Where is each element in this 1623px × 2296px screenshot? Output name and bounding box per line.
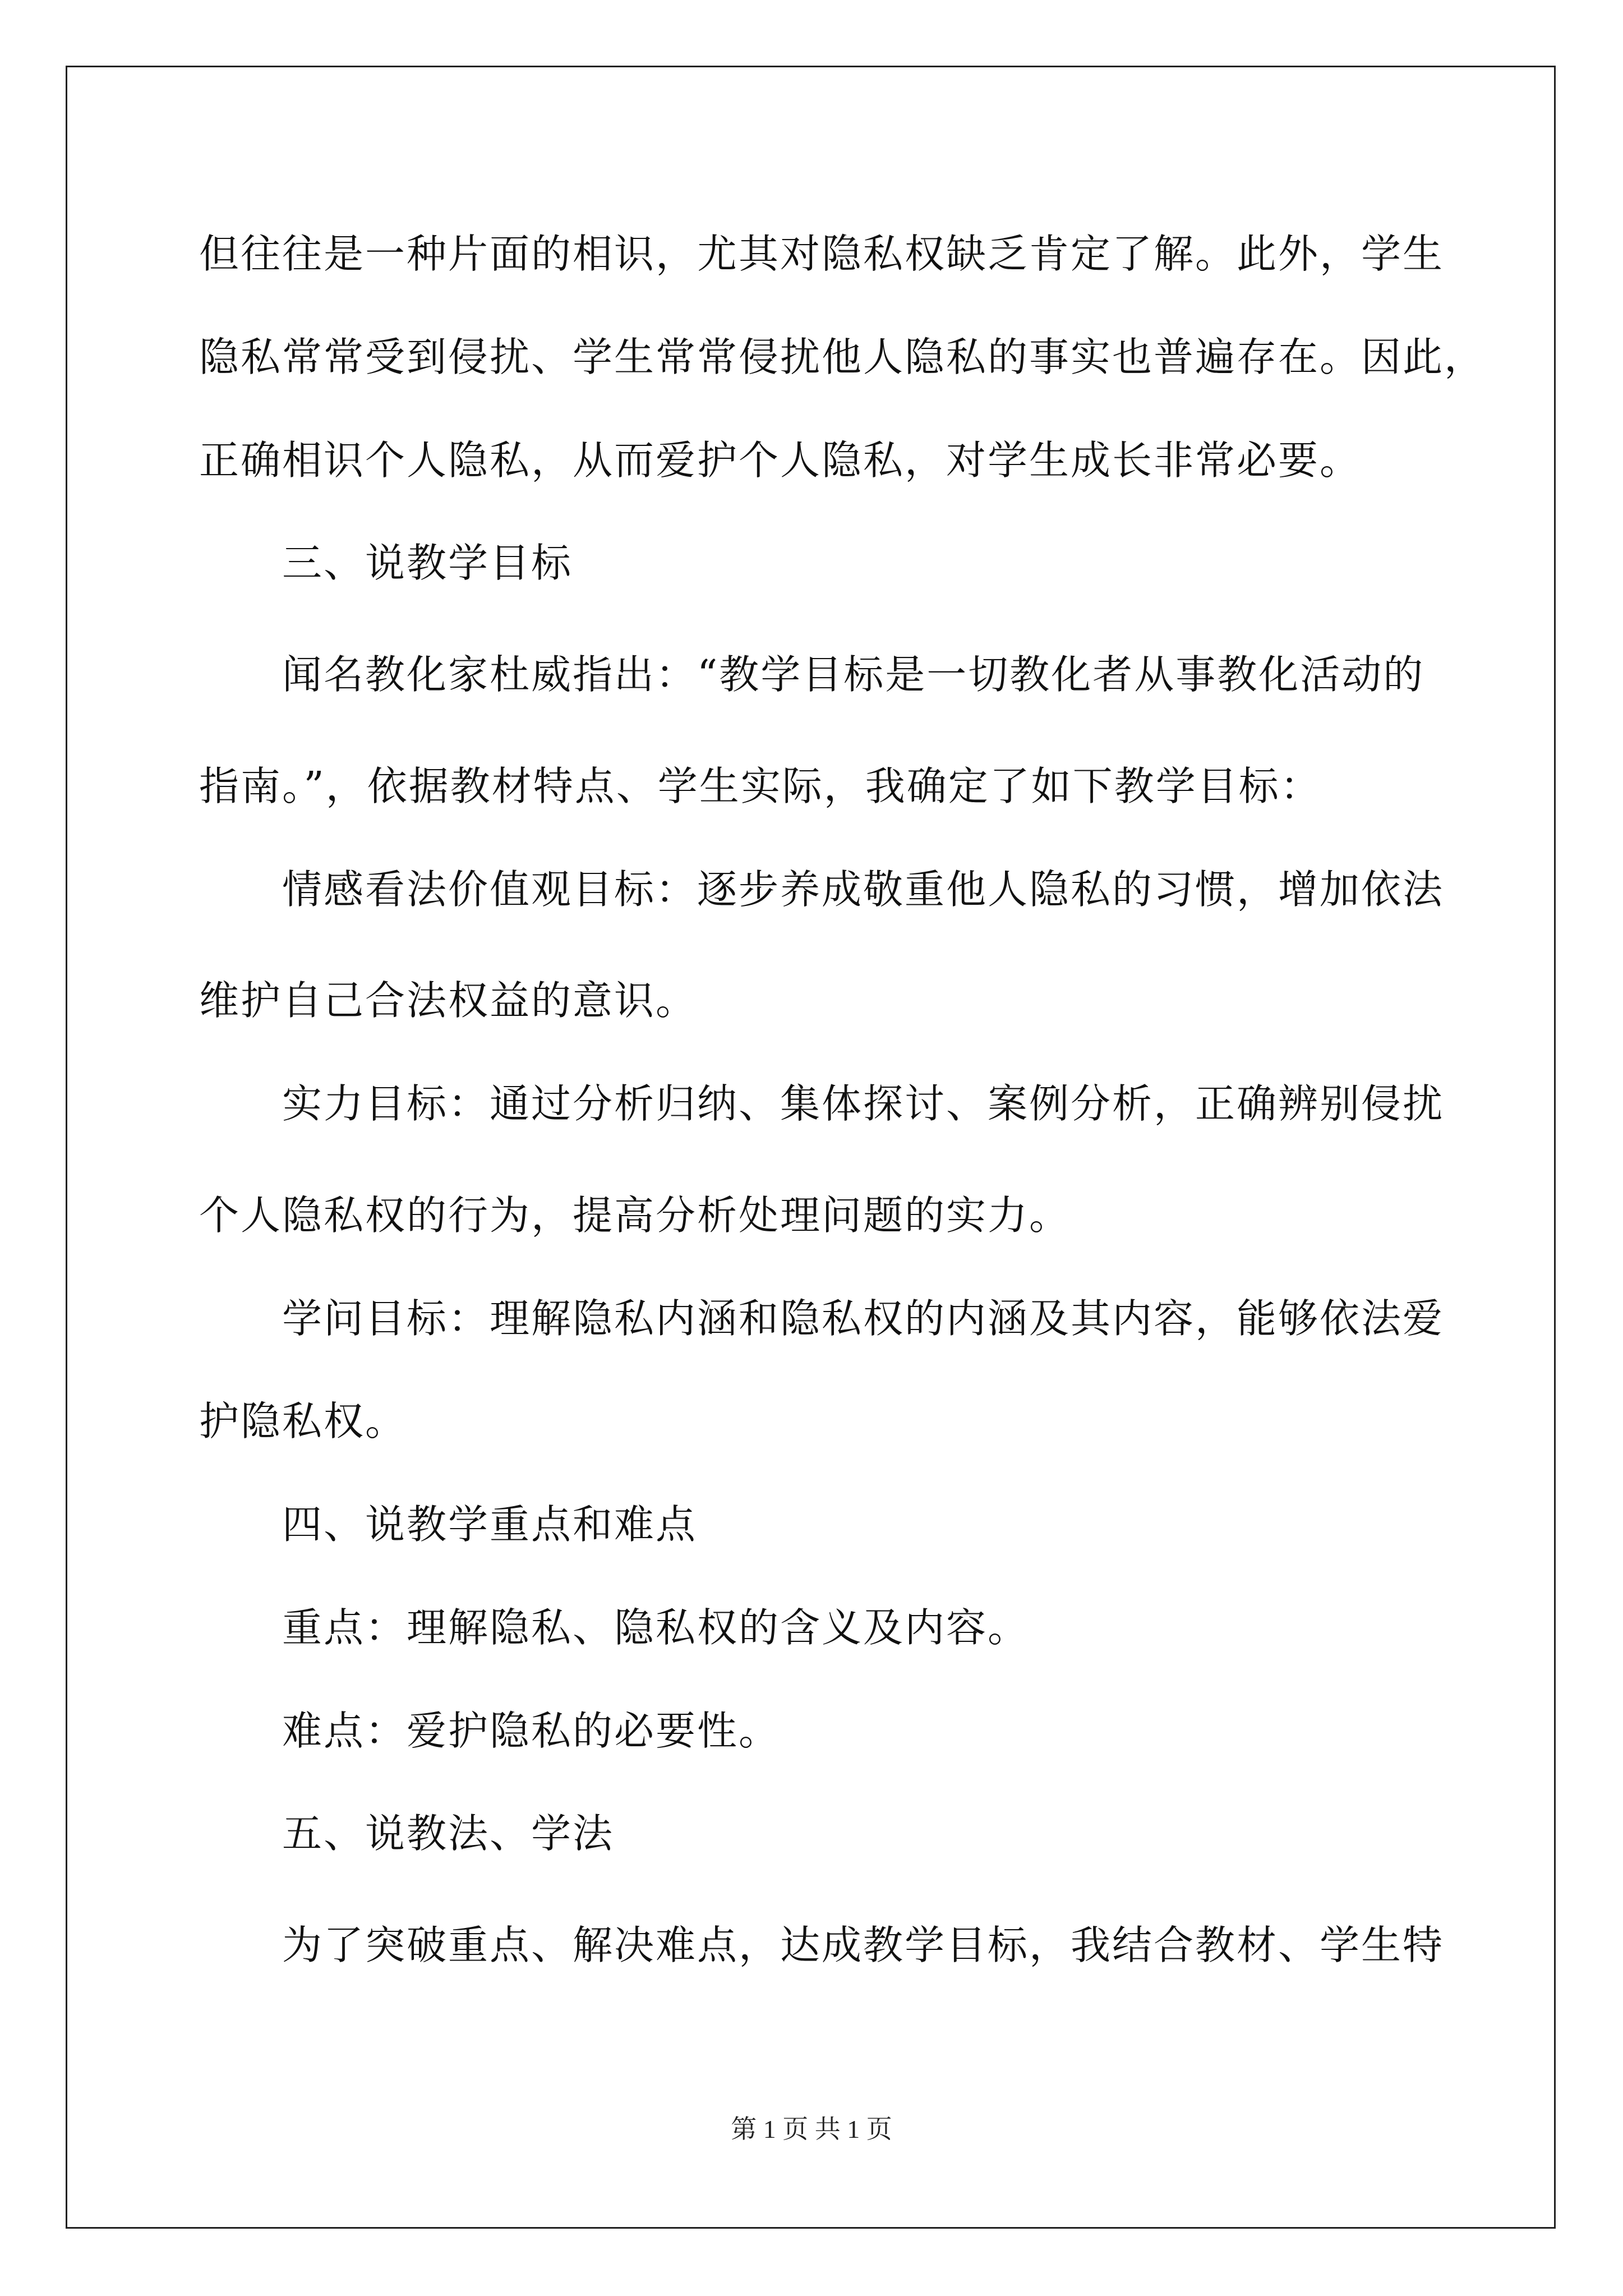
paragraph-line: 重点：理解隐私、隐私权的含义及内容。 xyxy=(282,1604,1030,1651)
paragraph-line: 学问目标：理解隐私内涵和隐私权的内涵及其内容，能够依法爱 xyxy=(282,1295,1445,1342)
paragraph-line: 隐私常常受到侵扰、学生常常侵扰他人隐私的事实也普遍存在。因此， xyxy=(199,334,1486,380)
paragraph-line: 难点：爱护隐私的必要性。 xyxy=(282,1708,781,1754)
paragraph-line: 实力目标：通过分析归纳、集体探讨、案例分析，正确辨别侵扰 xyxy=(282,1080,1445,1127)
paragraph-line: 情感看法价值观目标：逐步养成敬重他人隐私的习惯，增加依法 xyxy=(282,866,1445,913)
paragraph-line: 维护自己合法权益的意识。 xyxy=(199,977,698,1024)
section-heading: 三、说教学目标 xyxy=(282,540,573,586)
paragraph-line: 个人隐私权的行为，提高分析处理问题的实力。 xyxy=(199,1192,1071,1239)
paragraph-line: 但往往是一种片面的相识，尤其对隐私权缺乏肯定了解。此外，学生 xyxy=(199,231,1445,277)
paragraph-line: 正确相识个人隐私，从而爱护个人隐私，对学生成长非常必要。 xyxy=(199,437,1362,484)
page-border xyxy=(66,66,1556,2229)
paragraph-line: 指南。”，依据教材特点、学生实际，我确定了如下教学目标： xyxy=(199,763,1322,809)
section-heading: 四、说教学重点和难点 xyxy=(282,1501,698,1548)
paragraph-line: 护隐私权。 xyxy=(199,1398,407,1444)
paragraph-line: 为了突破重点、解决难点，达成教学目标，我结合教材、学生特 xyxy=(282,1922,1445,1968)
page-number-footer: 第 1 页 共 1 页 xyxy=(731,2115,892,2143)
section-heading: 五、说教法、学法 xyxy=(282,1810,615,1857)
paragraph-line: 闻名教化家杜威指出：“教学目标是一切教化者从事教化活动的 xyxy=(282,651,1425,698)
